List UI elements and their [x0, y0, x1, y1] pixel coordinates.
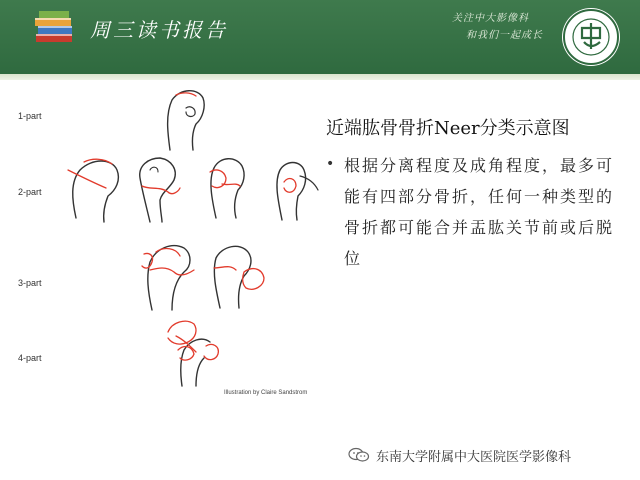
- footer-account-name: 东南大学附属中大医院医学影像科: [376, 449, 572, 465]
- humerus-3-part-a: [142, 246, 194, 310]
- wechat-icon: [348, 447, 370, 463]
- bullet-item: [326, 150, 622, 274]
- bullet-text: 根据分离程度及成角程度，最多可能有四部分骨折，任何一种类型的骨折都可能合并盂肱关节前或后脱位: [344, 156, 615, 268]
- humerus-2-part-d: [277, 163, 318, 221]
- slogan-line-1: 关注中大影像科: [452, 13, 529, 24]
- row-label-2: 2-part: [18, 187, 42, 197]
- humerus-2-part-a: [68, 159, 118, 222]
- slide-title: 近端肱骨骨折Neer分类示意图: [326, 118, 570, 139]
- row-label-4: 4-part: [18, 353, 42, 363]
- slogan-line-2: 和我们一起成长: [466, 30, 543, 41]
- humerus-2-part-b: [140, 158, 180, 222]
- header-bar: [0, 0, 640, 74]
- illustration-credit: Illustration by Claire Sandstrom: [224, 390, 308, 396]
- department-seal-icon: [560, 6, 622, 68]
- humerus-1-part: [168, 91, 205, 150]
- row-label-1: 1-part: [18, 111, 42, 121]
- humerus-3-part-b: [214, 246, 264, 308]
- neer-classification-figure: [0, 80, 330, 400]
- footer-watermark: [348, 445, 571, 465]
- row-label-3: 3-part: [18, 278, 42, 288]
- brand-title: 周三读书报告: [90, 18, 228, 42]
- bullet-icon: •: [326, 156, 335, 172]
- humerus-4-part: [168, 321, 218, 386]
- books-logo-icon: [32, 8, 78, 48]
- slogan: [452, 10, 543, 44]
- humerus-2-part-c: [210, 159, 244, 218]
